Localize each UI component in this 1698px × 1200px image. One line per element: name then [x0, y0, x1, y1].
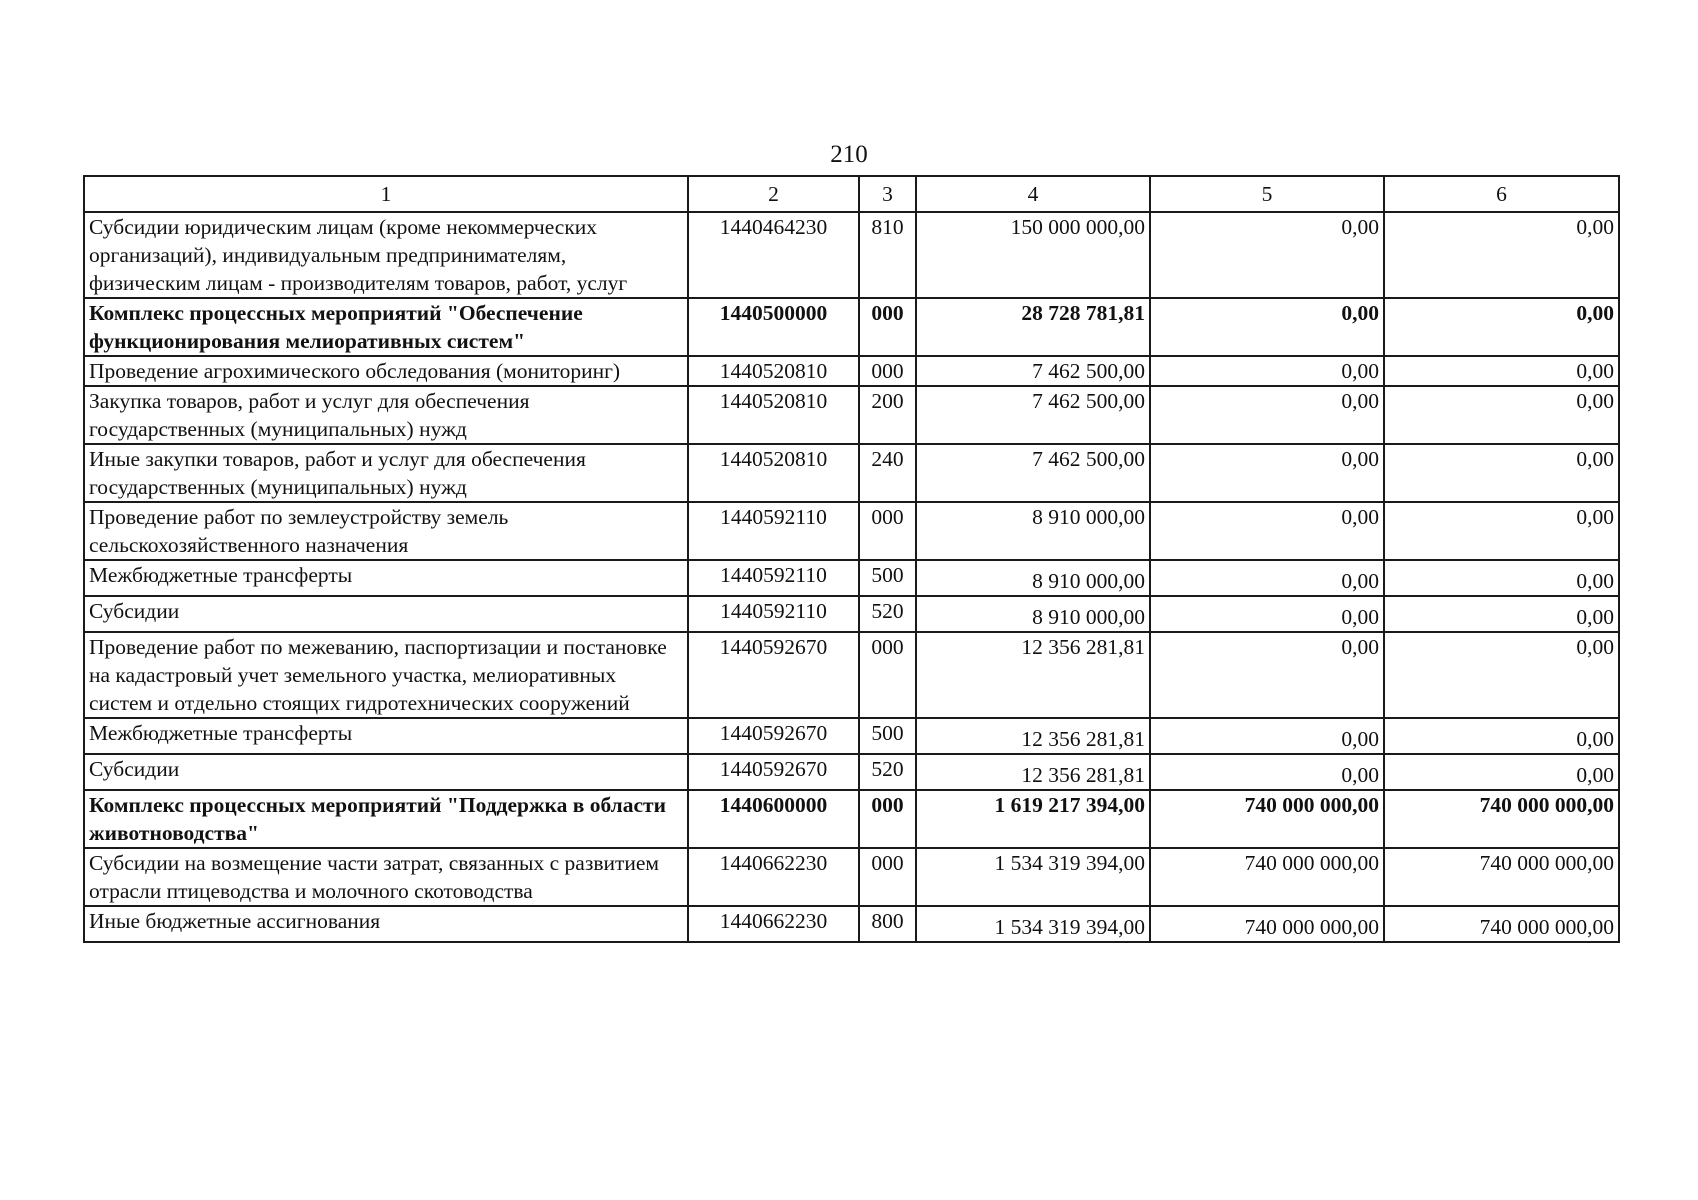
row-type: 500: [859, 718, 916, 754]
table-row: [84, 356, 1619, 386]
row-type: 500: [859, 560, 916, 596]
table-row-section: [84, 298, 1619, 356]
row-amount-col4: 12 356 281,81: [916, 632, 1150, 718]
row-amount-col4: 150 000 000,00: [916, 212, 1150, 298]
header-col-3: 3: [859, 176, 916, 212]
table-row: [84, 560, 1619, 596]
row-name: Субсидии юридическим лицам (кроме некоммерческих организаций), индивидуальным предпринимателям, физическим лицам - производителям товаров, работ, услуг: [84, 212, 688, 298]
row-amount-col6: 0,00: [1384, 596, 1619, 632]
row-code: 1440592110: [688, 596, 859, 632]
row-amount-col5: 0,00: [1150, 596, 1384, 632]
row-name: Проведение работ по межеванию, паспортизации и постановке на кадастровый учет земельного участка, мелиоративных систем и отдельно стоящих гидротехнических сооружений: [84, 632, 688, 718]
table-row: [84, 848, 1619, 906]
row-amount-col5: 0,00: [1150, 298, 1384, 356]
header-col-1: 1: [84, 176, 688, 212]
row-amount-col6: 740 000 000,00: [1384, 790, 1619, 848]
row-code: 1440592670: [688, 718, 859, 754]
row-amount-col6: 0,00: [1384, 444, 1619, 502]
row-name: Комплекс процессных мероприятий "Поддержка в области животноводства": [84, 790, 688, 848]
row-amount-col5: 740 000 000,00: [1150, 906, 1384, 942]
row-amount-col5: 0,00: [1150, 502, 1384, 560]
header-col-6: 6: [1384, 176, 1619, 212]
row-amount-col5: 740 000 000,00: [1150, 790, 1384, 848]
table-row-section: [84, 790, 1619, 848]
row-amount-col5: 0,00: [1150, 212, 1384, 298]
row-amount-col4: 8 910 000,00: [916, 596, 1150, 632]
row-amount-col4: 12 356 281,81: [916, 754, 1150, 790]
row-name: Иные закупки товаров, работ и услуг для обеспечения государственных (муниципальных) нужд: [84, 444, 688, 502]
row-name: Субсидии: [84, 754, 688, 790]
table-row: [84, 212, 1619, 298]
row-type: 000: [859, 632, 916, 718]
row-type: 000: [859, 502, 916, 560]
row-type: 240: [859, 444, 916, 502]
budget-table: [83, 175, 1620, 943]
row-code: 1440520810: [688, 386, 859, 444]
row-code: 1440520810: [688, 444, 859, 502]
table-row: [84, 444, 1619, 502]
row-type: 810: [859, 212, 916, 298]
header-col-4: 4: [916, 176, 1150, 212]
row-amount-col6: 0,00: [1384, 718, 1619, 754]
table-row: [84, 632, 1619, 718]
row-name: Закупка товаров, работ и услуг для обеспечения государственных (муниципальных) нужд: [84, 386, 688, 444]
row-code: 1440662230: [688, 906, 859, 942]
table-row: [84, 596, 1619, 632]
row-code: 1440500000: [688, 298, 859, 356]
row-amount-col4: 1 534 319 394,00: [916, 906, 1150, 942]
row-amount-col4: 8 910 000,00: [916, 560, 1150, 596]
row-name: Иные бюджетные ассигнования: [84, 906, 688, 942]
row-code: 1440600000: [688, 790, 859, 848]
row-type: 000: [859, 790, 916, 848]
table-row: [84, 906, 1619, 942]
row-amount-col6: 740 000 000,00: [1384, 906, 1619, 942]
row-amount-col4: 1 619 217 394,00: [916, 790, 1150, 848]
row-type: 800: [859, 906, 916, 942]
row-amount-col4: 7 462 500,00: [916, 386, 1150, 444]
row-amount-col6: 0,00: [1384, 754, 1619, 790]
page-number: 210: [830, 141, 868, 168]
row-amount-col4: 1 534 319 394,00: [916, 848, 1150, 906]
row-amount-col6: 0,00: [1384, 632, 1619, 718]
header-col-2: 2: [688, 176, 859, 212]
row-type: 000: [859, 356, 916, 386]
table-row: [84, 386, 1619, 444]
row-amount-col6: 0,00: [1384, 212, 1619, 298]
header-col-5: 5: [1150, 176, 1384, 212]
row-amount-col6: 0,00: [1384, 386, 1619, 444]
table-row: [84, 502, 1619, 560]
row-name: Межбюджетные трансферты: [84, 718, 688, 754]
row-amount-col5: 0,00: [1150, 356, 1384, 386]
row-name: Межбюджетные трансферты: [84, 560, 688, 596]
row-code: 1440520810: [688, 356, 859, 386]
table-row: [84, 718, 1619, 754]
row-name: Проведение работ по землеустройству земель сельскохозяйственного назначения: [84, 502, 688, 560]
row-amount-col6: 0,00: [1384, 502, 1619, 560]
row-amount-col6: 0,00: [1384, 298, 1619, 356]
row-code: 1440592110: [688, 502, 859, 560]
row-type: 520: [859, 754, 916, 790]
header-row: [84, 176, 1619, 212]
row-type: 000: [859, 848, 916, 906]
row-amount-col5: 740 000 000,00: [1150, 848, 1384, 906]
row-amount-col5: 0,00: [1150, 754, 1384, 790]
row-amount-col6: 0,00: [1384, 560, 1619, 596]
row-code: 1440592670: [688, 632, 859, 718]
row-name: Субсидии: [84, 596, 688, 632]
row-type: 520: [859, 596, 916, 632]
row-type: 000: [859, 298, 916, 356]
row-amount-col6: 740 000 000,00: [1384, 848, 1619, 906]
row-amount-col4: 8 910 000,00: [916, 502, 1150, 560]
row-amount-col6: 0,00: [1384, 356, 1619, 386]
row-amount-col4: 28 728 781,81: [916, 298, 1150, 356]
row-amount-col5: 0,00: [1150, 386, 1384, 444]
row-code: 1440662230: [688, 848, 859, 906]
row-amount-col4: 7 462 500,00: [916, 444, 1150, 502]
row-amount-col5: 0,00: [1150, 444, 1384, 502]
row-name: Субсидии на возмещение части затрат, связанных с развитием отрасли птицеводства и молочного скотоводства: [84, 848, 688, 906]
row-code: 1440592670: [688, 754, 859, 790]
row-amount-col5: 0,00: [1150, 632, 1384, 718]
table-row: [84, 754, 1619, 790]
row-code: 1440592110: [688, 560, 859, 596]
row-type: 200: [859, 386, 916, 444]
row-name: Проведение агрохимического обследования (мониторинг): [84, 356, 688, 386]
row-amount-col4: 12 356 281,81: [916, 718, 1150, 754]
row-amount-col5: 0,00: [1150, 718, 1384, 754]
row-amount-col5: 0,00: [1150, 560, 1384, 596]
row-code: 1440464230: [688, 212, 859, 298]
row-name: Комплекс процессных мероприятий "Обеспечение функционирования мелиоративных систем": [84, 298, 688, 356]
row-amount-col4: 7 462 500,00: [916, 356, 1150, 386]
